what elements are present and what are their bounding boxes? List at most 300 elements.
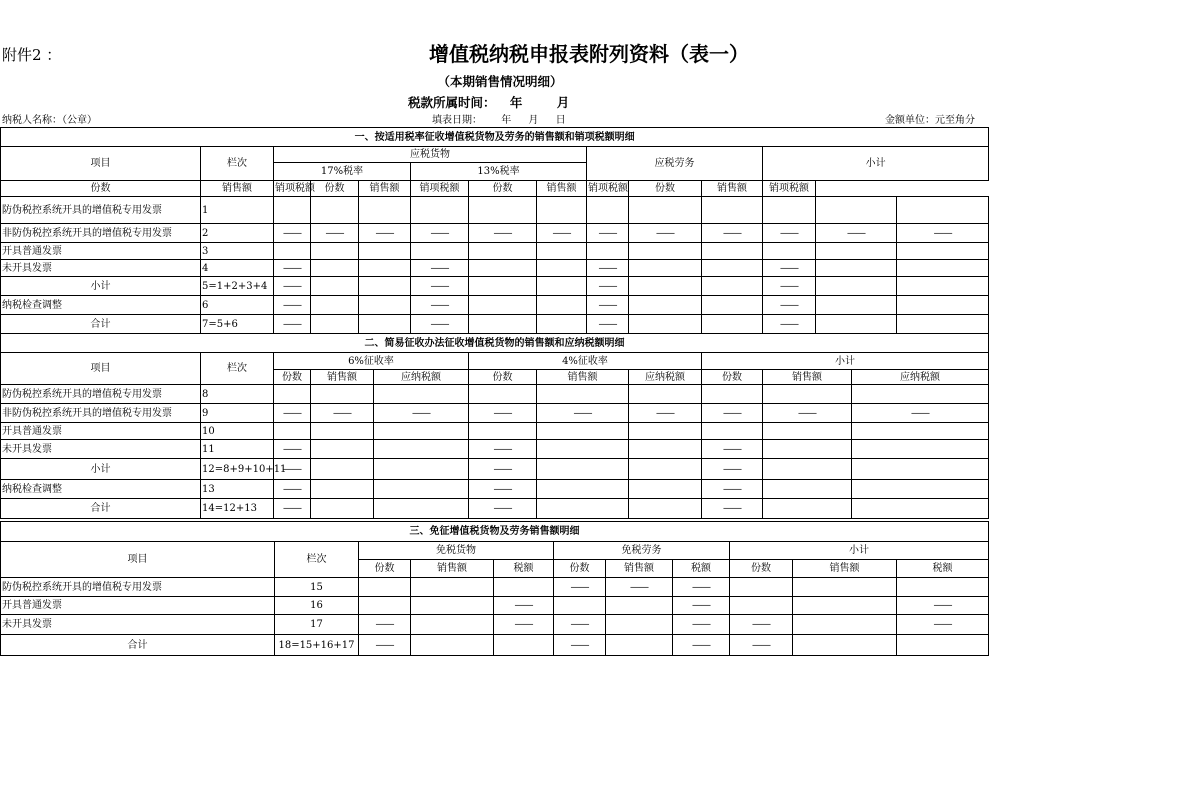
input-cell[interactable] xyxy=(359,578,411,597)
input-cell[interactable] xyxy=(359,243,411,260)
section1-title: 一、按适用税率征收增值税货物及劳务的销售额和销项税额明细 xyxy=(1,128,989,147)
attachment-label: 附件2 ： xyxy=(2,46,62,64)
section3-subtotal-header: 小计 xyxy=(730,542,989,560)
input-cell[interactable] xyxy=(793,597,897,615)
section2-row-label: 小计 xyxy=(1,459,201,480)
input-cell[interactable] xyxy=(537,243,587,260)
section2-subheader-payable-tax: 应纳税额 xyxy=(852,370,989,385)
dash-cell: —— xyxy=(411,277,469,296)
input-cell[interactable] xyxy=(730,578,793,597)
dash-cell: —— xyxy=(469,480,537,499)
input-cell[interactable] xyxy=(606,597,673,615)
section2-row-label: 纳税检查调整 xyxy=(1,480,201,499)
section2-row-col-number: 8 xyxy=(201,385,274,404)
dash-cell: —— xyxy=(587,315,629,334)
input-cell[interactable] xyxy=(897,635,989,656)
section3-table xyxy=(0,521,989,656)
input-cell[interactable] xyxy=(311,459,374,480)
fill-date-label: 填表日期： xyxy=(432,115,482,126)
dash-cell: —— xyxy=(673,635,730,656)
input-cell[interactable] xyxy=(359,277,411,296)
dash-cell: —— xyxy=(411,315,469,334)
section3-subheader-count: 份数 xyxy=(359,560,411,578)
dash-cell: —— xyxy=(702,404,763,423)
input-cell[interactable] xyxy=(629,480,702,499)
table-row xyxy=(1,597,989,615)
dash-cell: —— xyxy=(763,260,816,277)
dash-cell: —— xyxy=(274,440,311,459)
input-cell[interactable] xyxy=(469,423,537,440)
section2-item-header: 项目 xyxy=(1,353,201,385)
input-cell[interactable] xyxy=(629,243,702,260)
dash-cell: —— xyxy=(274,404,311,423)
input-cell[interactable] xyxy=(629,440,702,459)
input-cell[interactable] xyxy=(763,243,816,260)
input-cell[interactable] xyxy=(359,315,411,334)
table-row xyxy=(1,277,989,296)
input-cell[interactable] xyxy=(702,296,763,315)
section1-subheader-sales: 销售额 xyxy=(537,181,587,197)
dash-cell: —— xyxy=(311,404,374,423)
dash-cell: —— xyxy=(359,615,411,635)
dash-cell: —— xyxy=(587,260,629,277)
section3-subheader-sales: 销售额 xyxy=(793,560,897,578)
input-cell[interactable] xyxy=(537,423,629,440)
tax-period-year: 年 xyxy=(509,95,523,110)
input-cell[interactable] xyxy=(816,296,897,315)
input-cell[interactable] xyxy=(702,315,763,334)
input-cell[interactable] xyxy=(629,260,702,277)
input-cell[interactable] xyxy=(702,277,763,296)
dash-cell: —— xyxy=(763,224,816,243)
section1-row-col-number: 1 xyxy=(201,197,274,224)
input-cell[interactable] xyxy=(311,385,374,404)
dash-cell: —— xyxy=(537,404,629,423)
dash-cell: —— xyxy=(897,615,989,635)
input-cell[interactable] xyxy=(816,260,897,277)
table-row xyxy=(1,260,989,277)
input-cell[interactable] xyxy=(494,635,554,656)
table-row xyxy=(1,315,989,334)
section1-subheader-count: 份数 xyxy=(311,181,359,197)
page-title: 增值税纳税申报表附列资料（表一） xyxy=(429,42,749,66)
section2-rate4-header: 4%征收率 xyxy=(469,353,702,370)
section1-table xyxy=(0,127,989,334)
dash-cell: —— xyxy=(411,296,469,315)
input-cell[interactable] xyxy=(494,578,554,597)
input-cell[interactable] xyxy=(852,459,989,480)
section2-subheader-count: 份数 xyxy=(274,370,311,385)
input-cell[interactable] xyxy=(537,277,587,296)
section2-row-label: 未开具发票 xyxy=(1,440,201,459)
dash-cell: —— xyxy=(274,315,311,334)
dash-cell: —— xyxy=(763,277,816,296)
dash-cell: —— xyxy=(274,459,311,480)
section1-subheader-count: 份数 xyxy=(1,181,201,197)
section1-row-col-number: 4 xyxy=(201,260,274,277)
input-cell[interactable] xyxy=(537,499,629,519)
section1-row-label: 未开具发票 xyxy=(1,260,201,277)
dash-cell: —— xyxy=(537,224,587,243)
dash-cell: —— xyxy=(359,635,411,656)
input-cell[interactable] xyxy=(587,243,629,260)
input-cell[interactable] xyxy=(469,296,537,315)
dash-cell: —— xyxy=(587,224,629,243)
input-cell[interactable] xyxy=(469,197,537,224)
input-cell[interactable] xyxy=(537,315,587,334)
section2-subheader-sales: 销售额 xyxy=(763,370,852,385)
input-cell[interactable] xyxy=(411,578,494,597)
section1-subheader-output-tax: 销项税额 xyxy=(587,181,629,197)
section1-subtotal-header: 小计 xyxy=(763,147,989,181)
section3-row-label: 合计 xyxy=(1,635,275,656)
section2-title: 二、简易征收办法征收增值税货物的销售额和应纳税额明细 xyxy=(1,334,989,353)
input-cell[interactable] xyxy=(897,277,989,296)
section1-row-label: 防伪税控系统开具的增值税专用发票 xyxy=(1,197,201,224)
input-cell[interactable] xyxy=(537,385,629,404)
fill-date xyxy=(432,111,566,126)
amount-unit-label: 金额单位：元至角分 xyxy=(885,115,975,126)
dash-cell: —— xyxy=(411,260,469,277)
input-cell[interactable] xyxy=(629,499,702,519)
input-cell[interactable] xyxy=(411,635,494,656)
input-cell[interactable] xyxy=(274,385,311,404)
section3-subheader-count: 份数 xyxy=(730,560,793,578)
dash-cell: —— xyxy=(469,224,537,243)
table-row xyxy=(1,423,989,440)
input-cell[interactable] xyxy=(469,277,537,296)
input-cell[interactable] xyxy=(311,480,374,499)
table-row xyxy=(1,404,989,423)
tax-period-month: 月 xyxy=(556,95,570,110)
dash-cell: —— xyxy=(897,597,989,615)
dash-cell: —— xyxy=(606,578,673,597)
fill-date-month: 月 xyxy=(528,115,539,126)
input-cell[interactable] xyxy=(311,296,359,315)
input-cell[interactable] xyxy=(763,480,852,499)
input-cell[interactable] xyxy=(852,499,989,519)
section1-row-col-number: 2 xyxy=(201,224,274,243)
section2-col-header: 栏次 xyxy=(201,353,274,385)
input-cell[interactable] xyxy=(852,440,989,459)
section1-row-label: 小计 xyxy=(1,277,201,296)
table-row xyxy=(1,243,989,260)
section3-row-col-number: 17 xyxy=(275,615,359,635)
table-row xyxy=(1,499,989,519)
input-cell[interactable] xyxy=(897,315,989,334)
input-cell[interactable] xyxy=(816,277,897,296)
section1-row-col-number: 7=5+6 xyxy=(201,315,274,334)
input-cell[interactable] xyxy=(816,315,897,334)
tax-period-label: 税款所属时间： xyxy=(408,95,496,110)
input-cell[interactable] xyxy=(629,277,702,296)
section2-subheader-sales: 销售额 xyxy=(537,370,629,385)
dash-cell: —— xyxy=(469,499,537,519)
input-cell[interactable] xyxy=(374,459,469,480)
dash-cell: —— xyxy=(587,277,629,296)
section1-goods-header: 应税货物 xyxy=(274,147,587,163)
input-cell[interactable] xyxy=(537,480,629,499)
input-cell[interactable] xyxy=(852,480,989,499)
section2-subheader-sales: 销售额 xyxy=(311,370,374,385)
dash-cell: —— xyxy=(554,615,606,635)
section1-subheader-output-tax: 销项税额 xyxy=(763,181,816,197)
dash-cell: —— xyxy=(274,296,311,315)
section1-labor-header: 应税劳务 xyxy=(587,147,763,181)
input-cell[interactable] xyxy=(469,315,537,334)
section1-subheader-sales: 销售额 xyxy=(359,181,411,197)
input-cell[interactable] xyxy=(730,597,793,615)
section3-row-col-number: 15 xyxy=(275,578,359,597)
input-cell[interactable] xyxy=(897,296,989,315)
section3-row-label: 开具普通发票 xyxy=(1,597,275,615)
dash-cell: —— xyxy=(494,615,554,635)
table-row xyxy=(1,440,989,459)
dash-cell: —— xyxy=(274,224,311,243)
input-cell[interactable] xyxy=(411,615,494,635)
table-row xyxy=(1,480,989,499)
section1-row-label: 纳税检查调整 xyxy=(1,296,201,315)
section2-table xyxy=(0,333,989,519)
input-cell[interactable] xyxy=(374,440,469,459)
dash-cell: —— xyxy=(587,296,629,315)
input-cell[interactable] xyxy=(793,615,897,635)
dash-cell: —— xyxy=(763,315,816,334)
dash-cell: —— xyxy=(274,277,311,296)
input-cell[interactable] xyxy=(852,385,989,404)
section1-item-header: 项目 xyxy=(1,147,201,181)
section1-row-label: 合计 xyxy=(1,315,201,334)
input-cell[interactable] xyxy=(359,597,411,615)
input-cell[interactable] xyxy=(537,260,587,277)
input-cell[interactable] xyxy=(411,597,494,615)
section3-subheader-sales: 销售额 xyxy=(411,560,494,578)
input-cell[interactable] xyxy=(469,243,537,260)
page-subtitle: （本期销售情况明细） xyxy=(437,74,563,89)
input-cell[interactable] xyxy=(359,197,411,224)
section1-subheader-sales: 销售额 xyxy=(702,181,763,197)
section1-row-label: 开具普通发票 xyxy=(1,243,201,260)
section1-row-col-number: 5=1+2+3+4 xyxy=(201,277,274,296)
dash-cell: —— xyxy=(274,499,311,519)
input-cell[interactable] xyxy=(537,197,587,224)
input-cell[interactable] xyxy=(311,423,374,440)
section2-row-col-number: 10 xyxy=(201,423,274,440)
dash-cell: —— xyxy=(702,480,763,499)
section1-subheader-count: 份数 xyxy=(629,181,702,197)
input-cell[interactable] xyxy=(763,459,852,480)
section3-exempt-goods-header: 免税货物 xyxy=(359,542,554,560)
section3-row-label: 防伪税控系统开具的增值税专用发票 xyxy=(1,578,275,597)
dash-cell: —— xyxy=(730,615,793,635)
table-row xyxy=(1,224,989,243)
section1-row-label: 非防伪税控系统开具的增值税专用发票 xyxy=(1,224,201,243)
section1-row-col-number: 3 xyxy=(201,243,274,260)
dash-cell: —— xyxy=(469,404,537,423)
input-cell[interactable] xyxy=(816,197,897,224)
input-cell[interactable] xyxy=(311,499,374,519)
input-cell[interactable] xyxy=(629,296,702,315)
dash-cell: —— xyxy=(629,224,702,243)
input-cell[interactable] xyxy=(629,423,702,440)
dash-cell: —— xyxy=(274,260,311,277)
input-cell[interactable] xyxy=(311,315,359,334)
section3-subheader-count: 份数 xyxy=(554,560,606,578)
section1-rate13-header: 13%税率 xyxy=(411,163,587,181)
dash-cell: —— xyxy=(702,440,763,459)
section1-rate17-header: 17%税率 xyxy=(274,163,411,181)
section2-subheader-payable-tax: 应纳税额 xyxy=(629,370,702,385)
section3-col-header: 栏次 xyxy=(275,542,359,578)
section2-rate6-header: 6%征收率 xyxy=(274,353,469,370)
dash-cell: —— xyxy=(359,224,411,243)
section1-col-header: 栏次 xyxy=(201,147,274,181)
input-cell[interactable] xyxy=(897,243,989,260)
input-cell[interactable] xyxy=(763,440,852,459)
dash-cell: —— xyxy=(469,459,537,480)
section2-subheader-payable-tax: 应纳税额 xyxy=(374,370,469,385)
section3-subheader-tax: 税额 xyxy=(673,560,730,578)
section3-row-col-number: 18=15+16+17 xyxy=(275,635,359,656)
section3-subheader-tax: 税额 xyxy=(897,560,989,578)
dash-cell: —— xyxy=(411,224,469,243)
input-cell[interactable] xyxy=(629,385,702,404)
section1-subheader-output-tax: 销项税额 xyxy=(411,181,469,197)
input-cell[interactable] xyxy=(587,197,629,224)
dash-cell: —— xyxy=(554,578,606,597)
input-cell[interactable] xyxy=(411,197,469,224)
section1-subheader-count: 份数 xyxy=(469,181,537,197)
section3-title: 三、免征增值税货物及劳务销售额明细 xyxy=(1,522,989,542)
input-cell[interactable] xyxy=(374,499,469,519)
input-cell[interactable] xyxy=(793,635,897,656)
section2-row-col-number: 13 xyxy=(201,480,274,499)
section2-row-col-number: 12=8+9+10+11 xyxy=(201,459,274,480)
section2-row-label: 合计 xyxy=(1,499,201,519)
input-cell[interactable] xyxy=(763,499,852,519)
input-cell[interactable] xyxy=(629,197,702,224)
section1-subheader-output-tax: 销项税额 xyxy=(274,181,311,197)
section2-subheader-count: 份数 xyxy=(702,370,763,385)
input-cell[interactable] xyxy=(702,243,763,260)
dash-cell: —— xyxy=(274,480,311,499)
section2-subtotal-header: 小计 xyxy=(702,353,989,370)
dash-cell: —— xyxy=(673,597,730,615)
input-cell[interactable] xyxy=(311,260,359,277)
dash-cell: —— xyxy=(629,404,702,423)
input-cell[interactable] xyxy=(311,440,374,459)
dash-cell: —— xyxy=(554,635,606,656)
input-cell[interactable] xyxy=(852,423,989,440)
dash-cell: —— xyxy=(763,404,852,423)
input-cell[interactable] xyxy=(897,578,989,597)
input-cell[interactable] xyxy=(897,197,989,224)
dash-cell: —— xyxy=(702,459,763,480)
input-cell[interactable] xyxy=(311,277,359,296)
input-cell[interactable] xyxy=(816,243,897,260)
input-cell[interactable] xyxy=(359,296,411,315)
dash-cell: —— xyxy=(673,615,730,635)
table-row xyxy=(1,385,989,404)
section1-subheader-sales: 销售额 xyxy=(201,181,274,197)
fill-date-year: 年 xyxy=(501,115,512,126)
input-cell[interactable] xyxy=(793,578,897,597)
section3-subheader-sales: 销售额 xyxy=(606,560,673,578)
section1-row-col-number: 6 xyxy=(201,296,274,315)
input-cell[interactable] xyxy=(763,197,816,224)
input-cell[interactable] xyxy=(274,423,311,440)
dash-cell: —— xyxy=(469,440,537,459)
dash-cell: —— xyxy=(374,404,469,423)
dash-cell: —— xyxy=(730,635,793,656)
input-cell[interactable] xyxy=(554,597,606,615)
table-row xyxy=(1,197,989,224)
input-cell[interactable] xyxy=(702,423,763,440)
input-cell[interactable] xyxy=(537,440,629,459)
input-cell[interactable] xyxy=(702,385,763,404)
section2-row-label: 防伪税控系统开具的增值税专用发票 xyxy=(1,385,201,404)
dash-cell: —— xyxy=(816,224,897,243)
dash-cell: —— xyxy=(311,224,359,243)
dash-cell: —— xyxy=(673,578,730,597)
section2-row-col-number: 14=12+13 xyxy=(201,499,274,519)
dash-cell: —— xyxy=(702,224,763,243)
section3-exempt-labor-header: 免税劳务 xyxy=(554,542,730,560)
input-cell[interactable] xyxy=(374,423,469,440)
input-cell[interactable] xyxy=(374,385,469,404)
section3-row-col-number: 16 xyxy=(275,597,359,615)
input-cell[interactable] xyxy=(897,260,989,277)
input-cell[interactable] xyxy=(763,385,852,404)
fill-date-day: 日 xyxy=(555,115,566,126)
section2-row-col-number: 11 xyxy=(201,440,274,459)
table-row xyxy=(1,459,989,480)
input-cell[interactable] xyxy=(274,243,311,260)
section2-row-label: 开具普通发票 xyxy=(1,423,201,440)
input-cell[interactable] xyxy=(537,296,587,315)
input-cell[interactable] xyxy=(606,615,673,635)
input-cell[interactable] xyxy=(763,423,852,440)
table-row xyxy=(1,578,989,597)
input-cell[interactable] xyxy=(702,197,763,224)
taxpayer-name-label: 纳税人名称：（公章） xyxy=(2,115,97,126)
input-cell[interactable] xyxy=(359,260,411,277)
input-cell[interactable] xyxy=(629,315,702,334)
input-cell[interactable] xyxy=(469,260,537,277)
table-row xyxy=(1,615,989,635)
input-cell[interactable] xyxy=(274,197,311,224)
input-cell[interactable] xyxy=(537,459,629,480)
section2-row-col-number: 9 xyxy=(201,404,274,423)
table-row xyxy=(1,635,989,656)
input-cell[interactable] xyxy=(469,385,537,404)
input-cell[interactable] xyxy=(411,243,469,260)
table-row xyxy=(1,296,989,315)
dash-cell: —— xyxy=(852,404,989,423)
input-cell[interactable] xyxy=(702,260,763,277)
tax-period xyxy=(408,93,569,111)
input-cell[interactable] xyxy=(606,635,673,656)
section3-row-label: 未开具发票 xyxy=(1,615,275,635)
dash-cell: —— xyxy=(897,224,989,243)
dash-cell: —— xyxy=(763,296,816,315)
section3-subheader-tax: 税额 xyxy=(494,560,554,578)
input-cell[interactable] xyxy=(629,459,702,480)
section3-item-header: 项目 xyxy=(1,542,275,578)
input-cell[interactable] xyxy=(311,197,359,224)
input-cell[interactable] xyxy=(374,480,469,499)
input-cell[interactable] xyxy=(311,243,359,260)
